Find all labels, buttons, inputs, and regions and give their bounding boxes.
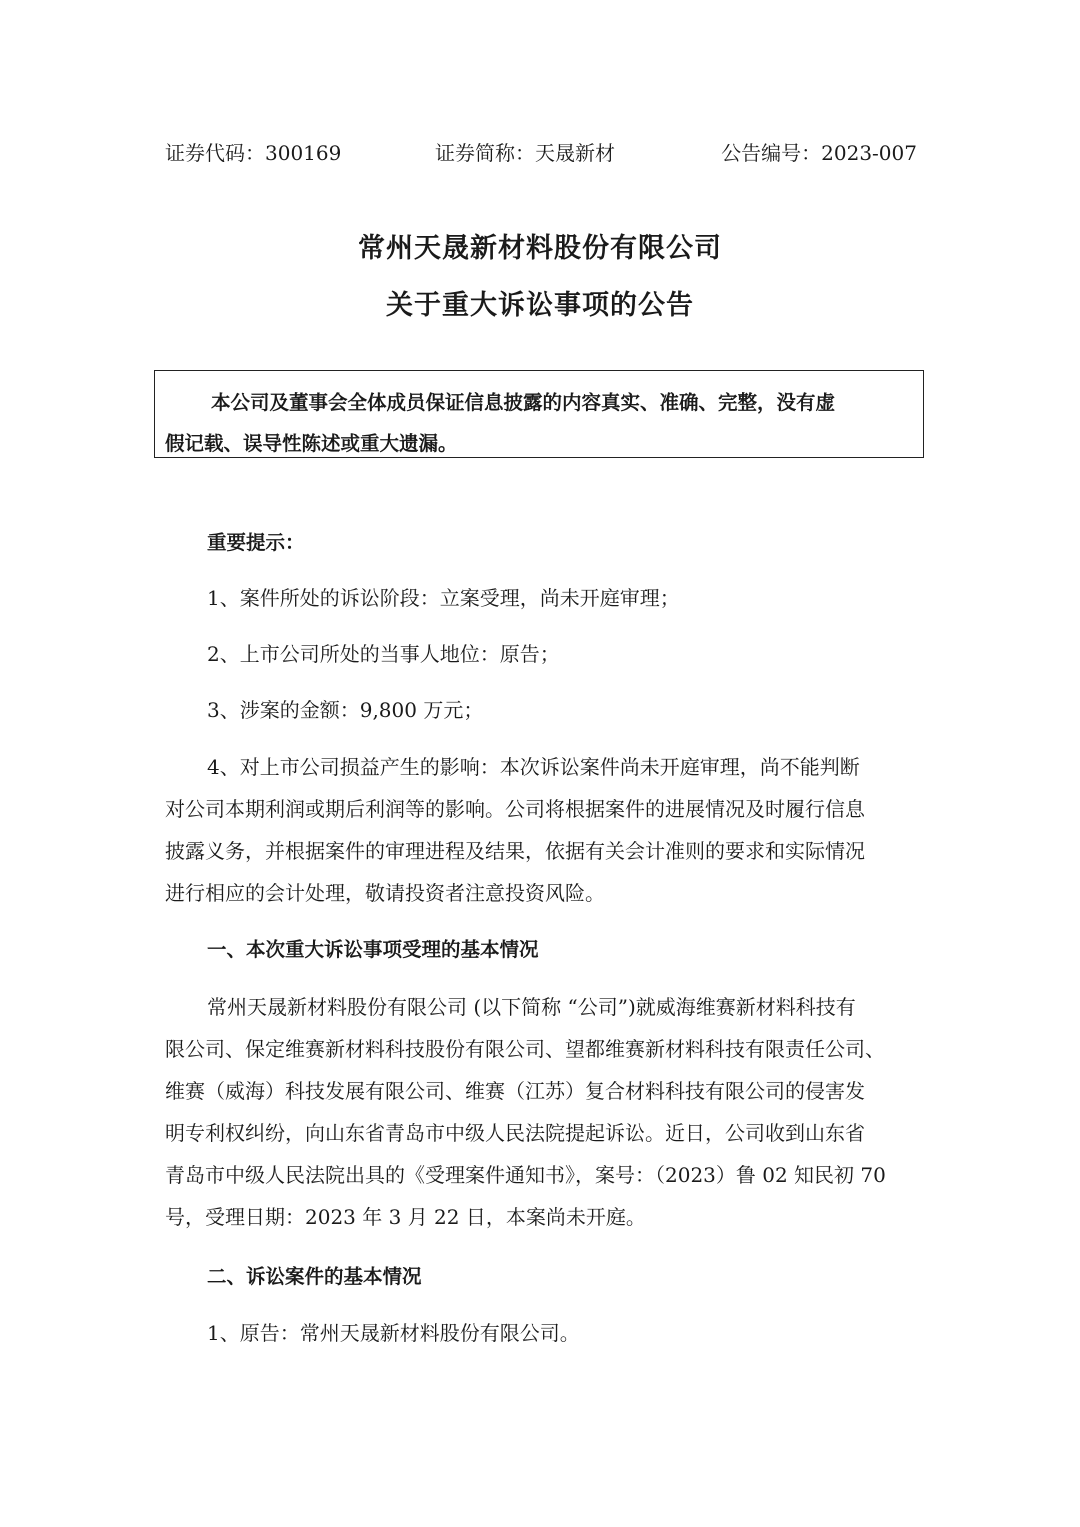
paragraph-line: 进行相应的会计处理，敬请投资者注意投资风险。 [165,881,605,905]
paragraph-line: 号，受理日期：2023 年 3 月 22 日，本案尚未开庭。 [165,1205,646,1229]
important-item [165,633,917,675]
paragraph-line: 明专利权纠纷，向山东省青岛市中级人民法院提起诉讼。近日，公司收到山东省 [165,1121,865,1145]
paragraph-line: 披露义务，并根据案件的审理进程及结果，依据有关会计准则的要求和实际情况 [165,839,865,863]
announcement-title: 关于重大诉讼事项的公告 [386,290,694,321]
section-1-heading: 一、本次重大诉讼事项受理的基本情况 [207,938,539,961]
disclosure-line: 本公司及董事会全体成员保证信息披露的内容真实、准确、完整，没有虚 [211,391,836,414]
paragraph-line: 限公司、保定维赛新材料科技股份有限公司、望都维赛新材料科技有限责任公司、 [165,1037,885,1061]
header-row [165,138,917,168]
company-title: 常州天晟新材料股份有限公司 [358,233,722,264]
important-item [165,689,917,731]
section-1-heading-block [165,929,917,971]
paragraph-line: 对公司本期利润或期后利润等的影响。公司将根据案件的进展情况及时履行信息 [165,797,865,821]
section-1-body [165,986,917,1238]
section-2-item [165,1312,917,1354]
security-abbreviation: 证券简称：天晟新材 [435,141,615,165]
important-item-4 [165,746,917,914]
disclosure-line: 假记载、误导性陈述或重大遗漏。 [165,432,458,455]
important-item-1: 1、案件所处的诉讼阶段：立案受理，尚未开庭审理； [207,586,680,610]
plaintiff-item: 1、原告：常州天晟新材料股份有限公司。 [207,1321,580,1345]
paragraph-line: 青岛市中级人民法院出具的《受理案件通知书》，案号：（2023）鲁 02 知民初 70 [165,1163,886,1187]
important-item-3: 3、涉案的金额：9,800 万元； [207,698,484,722]
important-item-2: 2、上市公司所处的当事人地位：原告； [207,642,560,666]
paragraph-line: 维赛（威海）科技发展有限公司、维赛（江苏）复合材料科技有限公司的侵害发 [165,1079,865,1103]
security-code: 证券代码：300169 [165,141,342,165]
important-heading-block [165,522,917,564]
important-item [165,577,917,619]
announcement-number: 公告编号：2023-007 [721,141,917,165]
important-notice-heading: 重要提示： [207,531,305,554]
paragraph-line: 常州天晟新材料股份有限公司 (以下简称 “公司”)就威海维赛新材料科技有 [207,995,856,1019]
disclosure-statement-box [154,370,924,458]
paragraph-line: 4、对上市公司损益产生的影响：本次诉讼案件尚未开庭审理，尚不能判断 [207,755,860,779]
section-2-heading: 二、诉讼案件的基本情况 [207,1265,422,1288]
section-2-heading-block [165,1256,917,1298]
